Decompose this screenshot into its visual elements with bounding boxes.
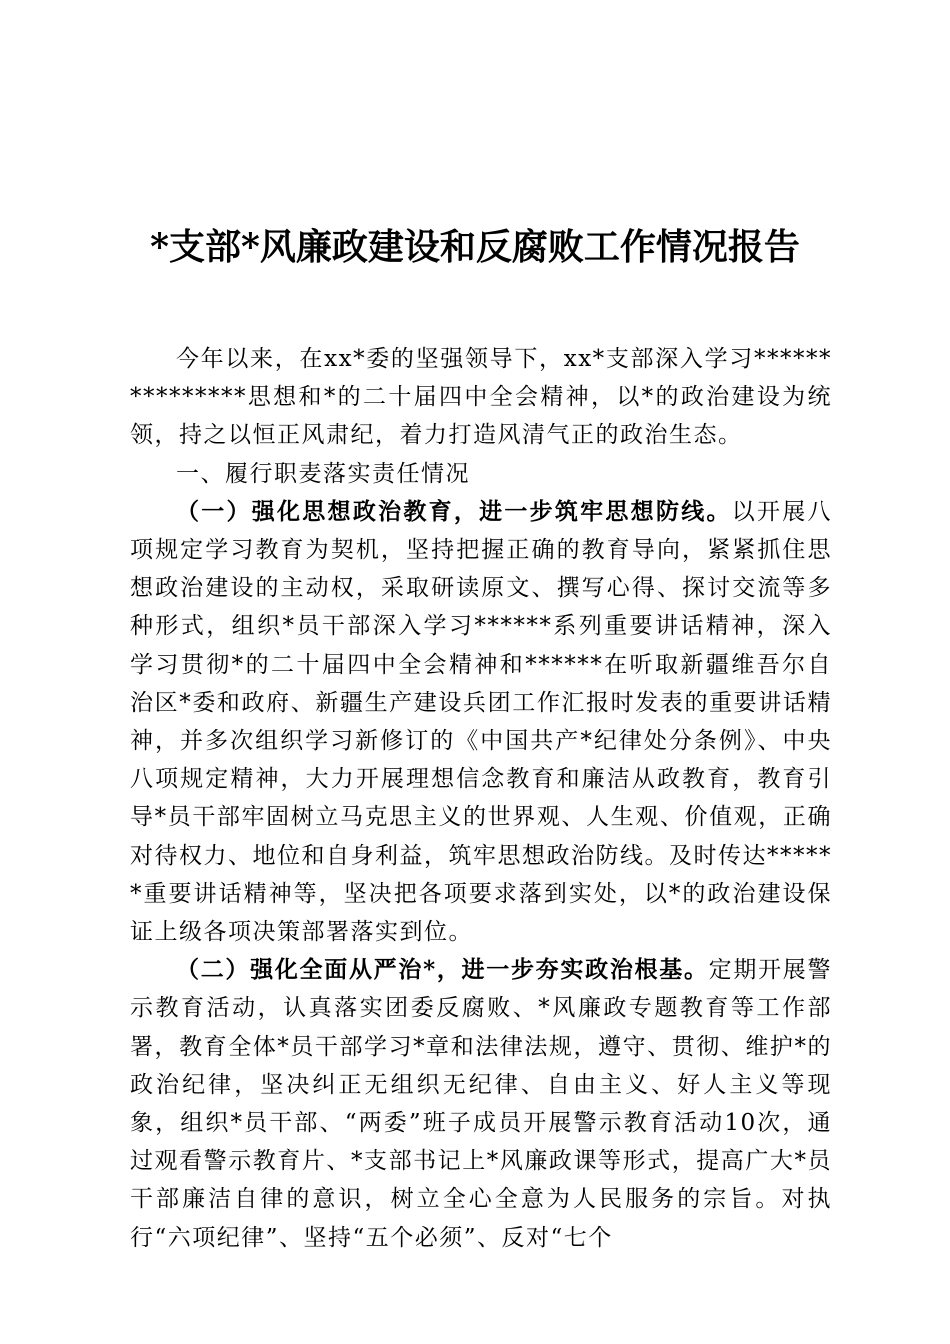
- subsection-2-text: 定期开展警示教育活动，认真落实团委反腐败、*风廉政专题教育等工作部署，教育全体*员干部学习*章和法律法规，遵守、贯彻、维护*的政治纪律，坚决纠正无组织无纪律、自由主义、好人主义等现象，组织*员干部、“两委”班子成员开展警示教育活动10次，通过观看警示教育片、*支部书记上*风廉政课等形式，提高广大*员干部廉洁自律的意识，树立全心全意为人民服务的宗旨。对执行“六项纪律”、坚持“五个必须”、反对“七个: [130, 957, 832, 1251]
- subsection-2-paragraph: [130, 951, 832, 1257]
- section-heading-1: 一、履行职麦落实责任情况: [176, 460, 470, 487]
- document-body: [130, 340, 832, 1257]
- document-title: *支部*风廉政建设和反腐败工作情况报告: [150, 226, 800, 268]
- subsection-1-text: 以开展八项规定学习教育为契机，坚持把握正确的教育导向，紧紧抓住思想政治建设的主动权，采取研读原文、撰写心得、探讨交流等多种形式，组织*员干部深入学习******系列重要讲话精神，深入学习贯彻*的二十届四中全会精神和******在听取新疆维吾尔自治区*委和政府、新疆生产建设兵团工作汇报时发表的重要讲话精神，并多次组织学习新修订的《中国共产*纪律处分条例》、中央八项规定精神，大力开展理想信念教育和廉洁从政教育，教育引导*员干部牢固树立马克思主义的世界观、人生观、价值观，正确对待权力、地位和自身利益，筑牢思想政治防线。及时传达******重要讲话精神等，坚决把各项要求落到实处，以*的政治建设保证上级各项决策部署落实到位。: [130, 498, 833, 946]
- intro-paragraph: 今年以来，在xx*委的坚强领导下，xx*支部深入学习***************思想和*的二十届四中全会精神，以*的政治建设为统领，持之以恒正风肃纪，着力打造风清气正的政治生态。: [130, 346, 832, 449]
- subsection-2-lead: （二）强化全面从严治*，进一步夯实政治根基。: [176, 956, 709, 984]
- subsection-1-lead: （一）强化思想政治教育，进一步筑牢思想防线。: [176, 497, 732, 525]
- subsection-1-paragraph: [130, 493, 832, 951]
